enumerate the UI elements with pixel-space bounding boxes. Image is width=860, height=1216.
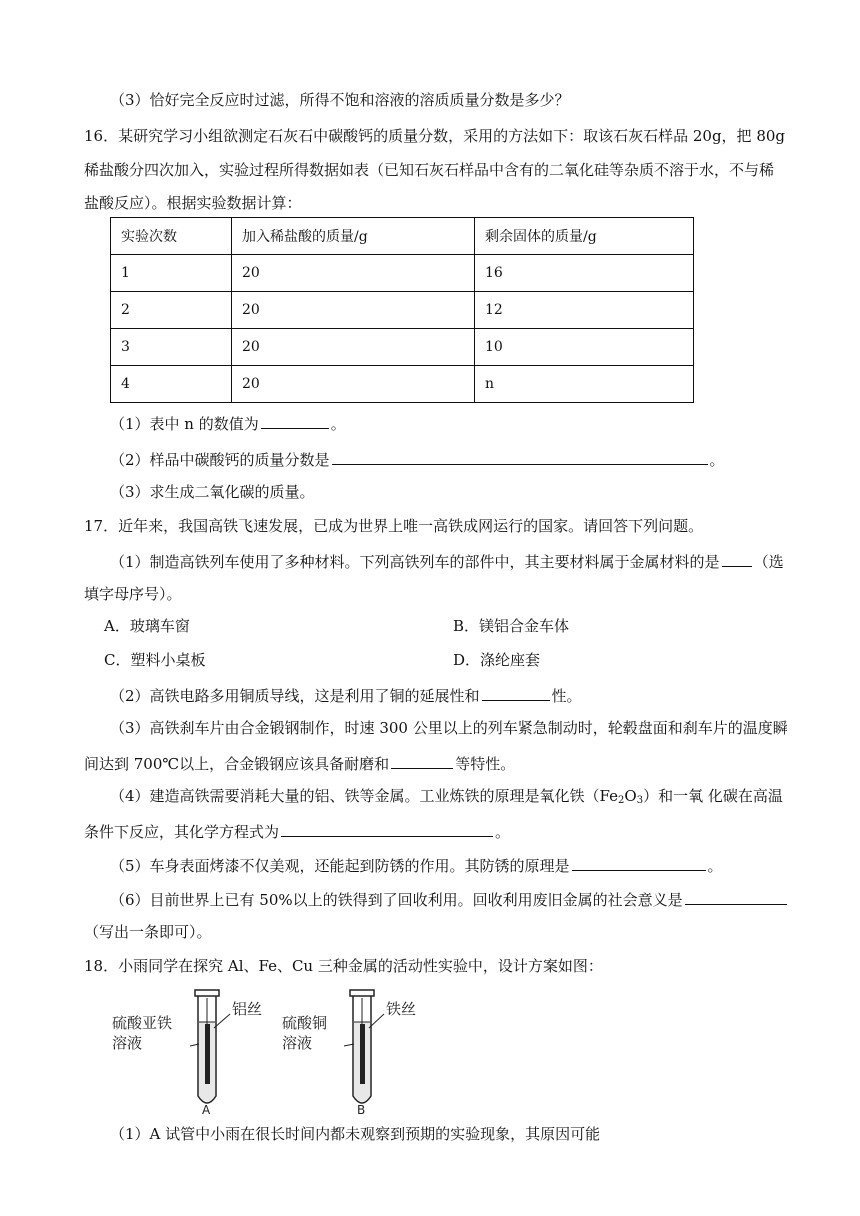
table-row (111, 255, 694, 292)
experiment-data-table (110, 217, 694, 403)
table-cell: 12 (475, 292, 694, 329)
q17-part1-line2: 填字母序号）。 (84, 585, 182, 603)
tube-a-metal-label: 铝丝 (232, 1000, 263, 1018)
q17-part3-line2: 间达到 700℃以上，合金锻钢应该具备耐磨和 等特性。 (84, 752, 515, 774)
answer-blank[interactable] (572, 854, 706, 871)
tube-b-metal-label: 铁丝 (386, 1000, 417, 1018)
q18-stem: 18．小雨同学在探究 Al、Fe、Cu 三种金属的活动性实验中，设计方案如图： (84, 957, 603, 975)
option-a: A．玻璃车窗 (104, 617, 190, 635)
q16-stem-line3: 盐酸反应）。根据实验数据计算： (84, 194, 302, 212)
option-c: C．塑料小桌板 (104, 651, 206, 669)
answer-blank[interactable] (685, 888, 787, 905)
answer-blank[interactable] (261, 412, 329, 429)
q17-part6-line1: （6）目前世界上已有 50%以上的铁得到了回收利用。回收利用废旧金属的社会意义是 (110, 888, 789, 910)
q16-part2: （2）样品中碳酸钙的质量分数是 。 (110, 448, 725, 470)
tube-a-solution-line1: 硫酸亚铁 (112, 1014, 173, 1032)
test-tube-b (282, 990, 416, 1116)
q15-part3: （3）恰好完全反应时过滤，所得不饱和溶液的溶质质量分数是多少？ (110, 91, 570, 109)
table-header-cell: 实验次数 (111, 218, 232, 255)
q16-stem-line1: 16．某研究学习小组欲测定石灰石中碳酸钙的质量分数，采用的方法如下：取该石灰石样品 20g，把 80g (84, 127, 786, 145)
table-cell: 2 (111, 292, 232, 329)
q17-stem: 17．近年来，我国高铁飞速发展，已成为世界上唯一高铁成网运行的国家。请回答下列问题。 (84, 517, 704, 535)
tube-b-solution-line1: 硫酸铜 (282, 1014, 328, 1032)
answer-blank[interactable] (482, 684, 550, 701)
q18-part1: （1）A 试管中小雨在很长时间内都未观察到预期的实验现象，其原因可能 (110, 1125, 601, 1143)
tube-b-label: B (357, 1103, 366, 1116)
option-d: D．涤纶座套 (453, 651, 541, 669)
table-cell: n (475, 366, 694, 403)
tube-a-label: A (202, 1103, 211, 1116)
answer-blank[interactable] (281, 820, 493, 837)
answer-blank[interactable] (391, 752, 453, 769)
aluminum-wire (205, 1024, 210, 1084)
tube-a-solution-line2: 溶液 (112, 1034, 143, 1052)
table-row (111, 366, 694, 403)
q17-part4-line2: 条件下反应，其化学方程式为 。 (84, 820, 510, 842)
table-cell: 20 (232, 366, 475, 403)
table-cell: 20 (232, 255, 475, 292)
table-cell: 10 (475, 329, 694, 366)
table-header-row (111, 218, 694, 255)
option-b: B．镁铝合金车体 (453, 617, 570, 635)
test-tube-a (112, 990, 262, 1116)
table-cell: 20 (232, 329, 475, 366)
tube-b-solution-line2: 溶液 (282, 1034, 313, 1052)
q17-part5: （5）车身表面烤漆不仅美观，还能起到防锈的作用。其防锈的原理是 。 (110, 854, 723, 876)
q16-part1: （1）表中 n 的数值为 。 (110, 412, 346, 434)
q16-part3: （3）求生成二氧化碳的质量。 (110, 483, 315, 501)
q16-stem-line2: 稀盐酸分四次加入，实验过程所得数据如表（已知石灰石样品中含有的二氧化硅等杂质不溶于水，不与稀 (84, 161, 775, 179)
test-tube-figure (110, 986, 450, 1116)
answer-blank[interactable] (722, 550, 752, 567)
q17-part6-line2: （写出一条即可）。 (84, 923, 212, 941)
table-cell: 4 (111, 366, 232, 403)
table-cell: 3 (111, 329, 232, 366)
table-header-cell: 剩余固体的质量/g (475, 218, 694, 255)
answer-blank[interactable] (332, 448, 708, 465)
table-header-cell: 加入稀盐酸的质量/g (232, 218, 475, 255)
iron-wire (360, 1024, 365, 1084)
q17-part2: （2）高铁电路多用铜质导线，这是利用了铜的延展性和 性。 (110, 684, 582, 706)
q17-part4-line1: （4）建造高铁需要消耗大量的铝、铁等金属。工业炼铁的原理是氧化铁$(Fe_2O_3)$和一氧 化碳在高温 (110, 787, 783, 806)
table-row (111, 292, 694, 329)
q17-part3-line1: （3）高铁刹车片由合金锻钢制作，时速 300 公里以上的列车紧急制动时，轮毂盘面和刹车片的温度瞬 (110, 719, 788, 737)
table-cell: 16 (475, 255, 694, 292)
q17-part1-line1: （1）制造高铁列车使用了多种材料。下列高铁列车的部件中，其主要材料属于金属材料的是 （选 (110, 550, 784, 572)
table-cell: 20 (232, 292, 475, 329)
table-cell: 1 (111, 255, 232, 292)
table-row (111, 329, 694, 366)
